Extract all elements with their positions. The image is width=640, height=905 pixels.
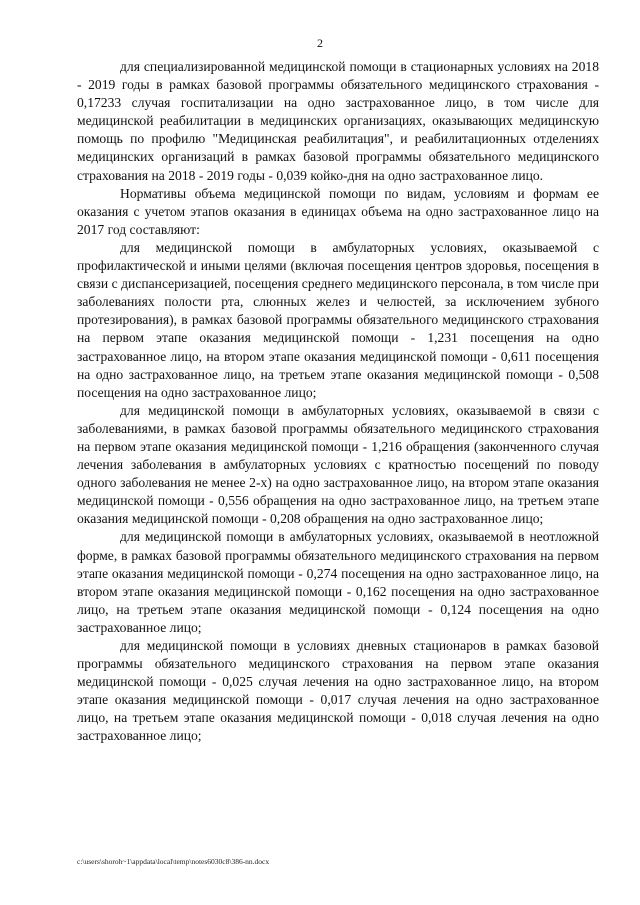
document-body xyxy=(77,58,599,746)
paragraph-1: для специализированной медицинской помощи в стационарных условиях на 2018 - 2019 годы в рамках базовой программы обязательного медицинского страхования - 0,17233 случая госпитализации на одно застрахованное лицо, в том числе для медицинской реабилитации в медицинских организациях, оказывающих медицинскую помощь по профилю "Медицинская реабилитация", и реабилитационных отделениях медицинских организаций в рамках базовой программы обязательного медицинского страхования на 2018 - 2019 годы - 0,039 койко-дня на одно застрахованное лицо. xyxy=(77,59,599,183)
paragraph-6: для медицинской помощи в условиях дневных стационаров в рамках базовой программы обязательного медицинского страхования на первом этапе оказания медицинской помощи - 0,025 случая лечения на одно застрахованное лицо, на втором этапе оказания медицинской помощи - 0,017 случая лечения на одно застрахованное лицо, на третьем этапе оказания медицинской помощи - 0,018 случая лечения на одно застрахованное лицо; xyxy=(77,638,599,744)
paragraph-5: для медицинской помощи в амбулаторных условиях, оказываемой в неотложной форме, в рамках базовой программы обязательного медицинского страхования на первом этапе оказания медицинской помощи - 0,274 посещения на одно застрахованное лицо, на втором этапе оказания медицинской помощи - 0,162 посещения на одно застрахованное лицо, на третьем этапе оказания медицинской помощи - 0,124 посещения на одно застрахованное лицо; xyxy=(77,529,599,635)
paragraph-2: Нормативы объема медицинской помощи по видам, условиям и формам ее оказания с учетом этапов оказания в единицах объема на одно застрахованное лицо на 2017 год составляют: xyxy=(77,185,599,237)
paragraph-4: для медицинской помощи в амбулаторных условиях, оказываемой в связи с заболеваниями, в рамках базовой программы обязательного медицинского страхования на первом этапе оказания медицинской помощи - 1,216 обращения (законченного случая лечения заболевания в амбулаторных условиях с кратностью посещений по поводу одного заболевания не менее 2-х) на одно застрахованное лицо, на втором этапе оказания медицинской помощи - 0,556 обращения на одно застрахованное лицо, на третьем этапе оказания медицинской помощи - 0,208 обращения на одно застрахованное лицо; xyxy=(77,402,599,527)
page-number: 2 xyxy=(317,36,323,50)
footer-file-path: c:\users\shoroh~1\appdata\local\temp\notes6030c8\386-nn.docx xyxy=(77,857,270,866)
paragraph-3: для медицинской помощи в амбулаторных условиях, оказываемой с профилактической и иными целями (включая посещения центров здоровья, посещения в связи с диспансеризацией, посещения среднего медицинского персонала, в том числе при заболеваниях полости рта, слюнных желез и челюстей, за исключением зубного протезирования), в рамках базовой программы обязательного медицинского страхования на первом этапе оказания медицинской помощи - 1,231 посещения на одно застрахованное лицо, на втором этапе оказания медицинской помощи - 0,611 посещения на одно застрахованное лицо, на третьем этапе оказания медицинской помощи - 0,508 посещения на одно застрахованное лицо; xyxy=(77,239,599,400)
